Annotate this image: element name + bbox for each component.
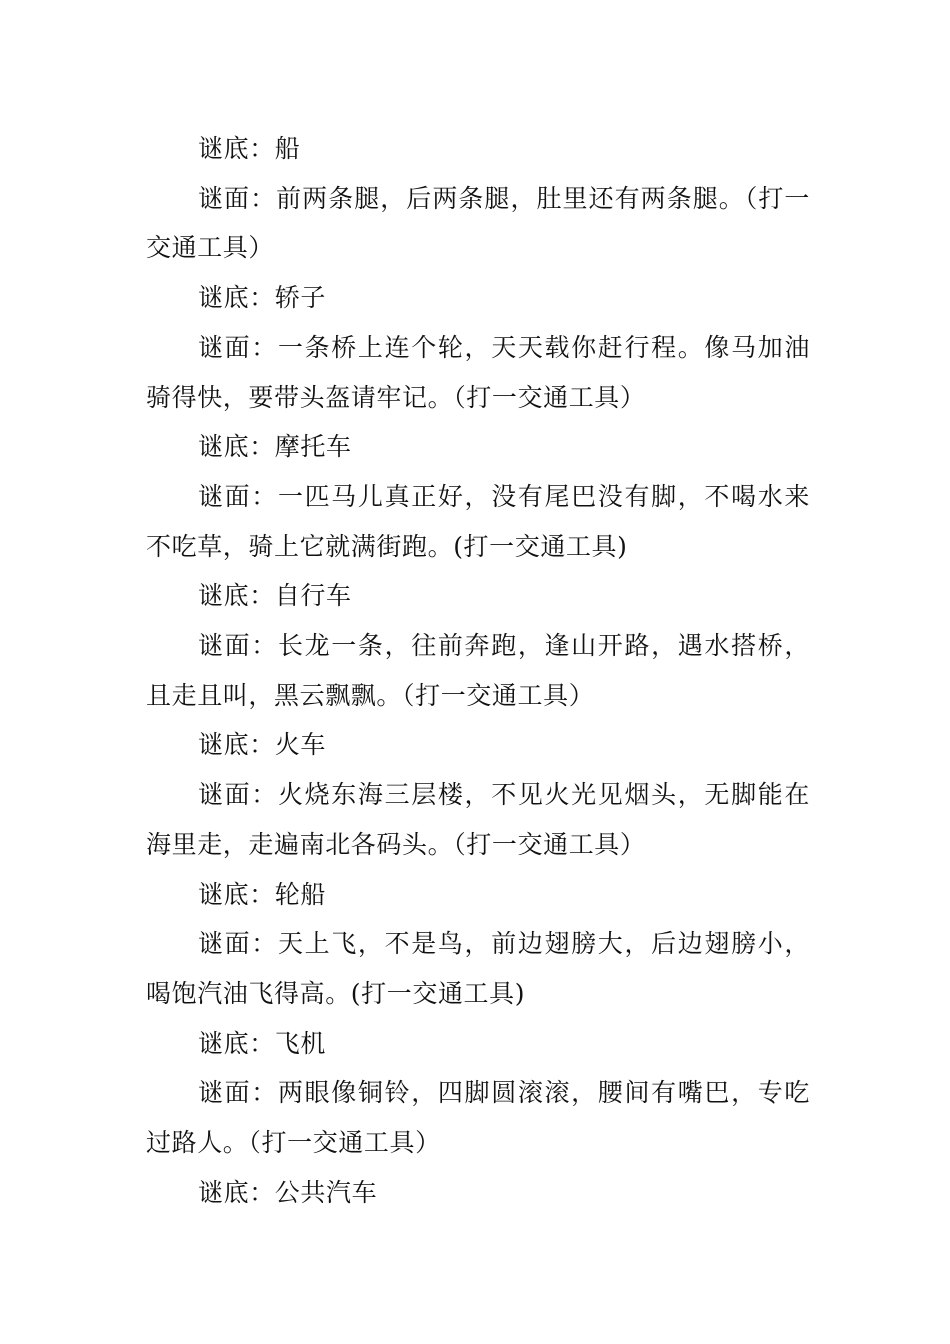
riddle-question: 谜面：长龙一条，往前奔跑，逢山开路，遇水搭桥，且走且叫，黑云飘飘。（打一交通工具） — [146, 631, 810, 710]
riddle-list — [146, 124, 810, 1217]
riddle-answer: 谜底：轿子 — [198, 283, 327, 313]
riddle-question: 谜面：火烧东海三层楼，不见火光见烟头，无脚能在海里走，走遍南北各码头。（打一交通工具） — [146, 780, 810, 859]
riddle-question: 谜面：天上飞，不是鸟，前边翅膀大，后边翅膀小，喝饱汽油飞得高。(打一交通工具) — [146, 929, 810, 1008]
riddle-question: 谜面：前两条腿，后两条腿，肚里还有两条腿。（打一交通工具） — [146, 183, 810, 263]
riddle-answer: 谜底：摩托车 — [198, 432, 352, 462]
riddle-question: 谜面：一条桥上连个轮，天天载你赶行程。像马加油骑得快，要带头盔请牢记。（打一交通工具） — [146, 332, 810, 412]
riddle-answer: 谜底：飞机 — [198, 1028, 327, 1058]
riddle-answer: 谜底：公共汽车 — [198, 1177, 378, 1207]
riddle-question: 谜面：两眼像铜铃，四脚圆滚滚，腰间有嘴巴，专吃过路人。（打一交通工具） — [146, 1078, 810, 1158]
riddle-answer: 谜底：火车 — [198, 730, 327, 760]
riddle-answer: 谜底：自行车 — [198, 581, 352, 611]
riddle-answer: 谜底：船 — [198, 134, 301, 163]
riddle-answer: 谜底：轮船 — [198, 879, 327, 909]
riddle-question: 谜面：一匹马儿真正好，没有尾巴没有脚，不喝水来不吃草，骑上它就满街跑。(打一交通工具) — [146, 481, 810, 561]
